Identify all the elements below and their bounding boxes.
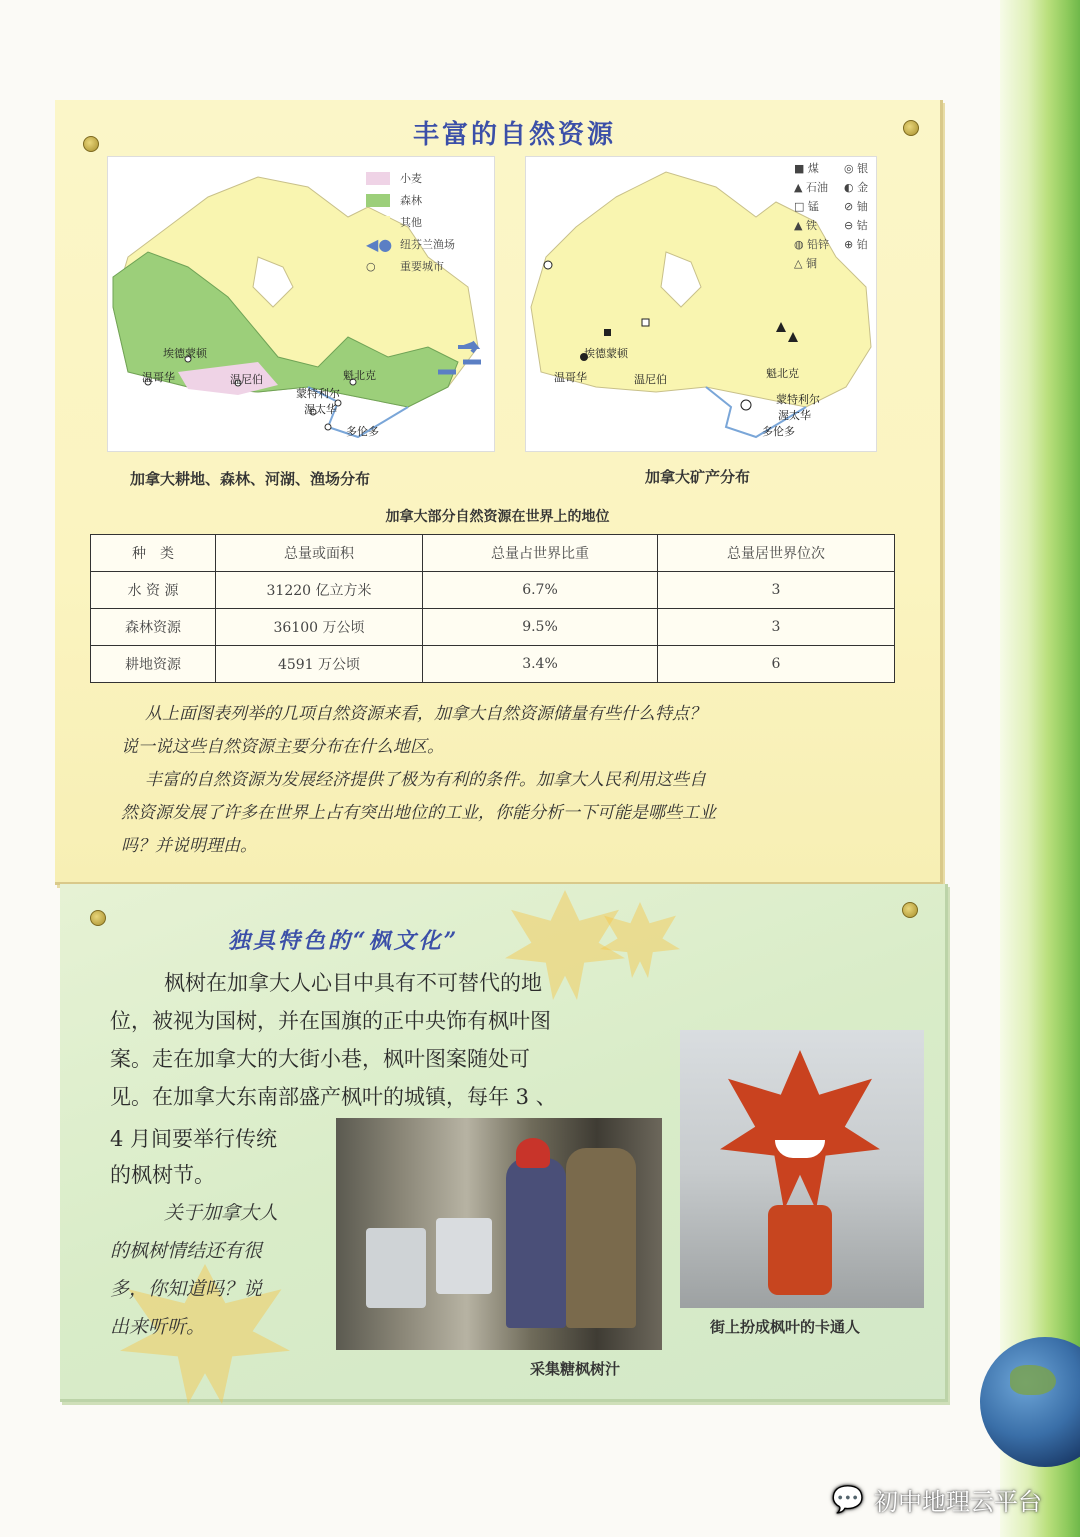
page-edge-decoration [1000,0,1080,1537]
section-title: 独具特色的“枫文化” [228,928,460,954]
pin-icon [902,902,918,918]
table-row [91,572,895,609]
map-caption: 加拿大耕地、森林、河湖、渔场分布 [130,470,371,488]
table-cell: 3.4% [423,646,658,683]
body-text-line: 4 月间要举行传统 [110,1127,278,1151]
iron-legend-item: ▲ 铁 [794,219,817,232]
city-label: 魁北克 [343,369,376,382]
table-header-row [91,535,895,572]
coal-legend-item: ■ 煤 [794,162,819,175]
legend-label: 森林 [400,194,422,207]
child-figure [506,1158,566,1328]
table-cell: 6 [658,646,895,683]
city-label: 埃德蒙顿 [163,347,207,360]
maple-leaf-costume [720,1050,880,1210]
body-text-line: 枫树在加拿大人心目中具有不可替代的地 [164,971,542,995]
table-header: 总量或面积 [216,535,423,572]
question-paragraph: 从上面图表列举的几项自然资源来看，加拿大自然资源储量有些什么特点？ [145,704,706,724]
mascot-legs [768,1205,832,1295]
resources-table [90,534,895,683]
table-cell: 耕地资源 [91,646,216,683]
table-header: 种 类 [91,535,216,572]
table-row [91,609,895,646]
wheat-swatch [366,172,390,185]
legend-label: 纽芬兰渔场 [400,238,455,251]
pin-icon [903,120,919,136]
silver-legend-item: ◎ 银 [844,162,869,175]
other-swatch [366,216,390,229]
city-label: 温尼伯 [230,373,263,386]
table-cell: 31220 亿立方米 [216,572,423,609]
question-line: 的枫树情结还有很 [110,1240,263,1262]
legend-label: 重要城市 [400,260,444,273]
body-text-line: 位，被视为国树，并在国旗的正中央饰有枫叶图 [110,1009,551,1033]
question-paragraph: 丰富的自然资源为发展经济提供了极为有利的条件。加拿大人民利用这些自 [145,770,706,790]
legend-label: 小麦 [400,172,422,185]
table-cell: 4591 万公顷 [216,646,423,683]
map-caption: 加拿大矿产分布 [645,468,751,486]
natural-resources-panel [55,100,943,885]
city-label: 温哥华 [142,371,175,384]
table-cell: 3 [658,572,895,609]
city-label: 多伦多 [346,425,379,438]
gold-legend-item: ◐ 金 [844,181,869,194]
oil-legend-item: ▲ 石油 [794,181,828,194]
photo-caption: 街上扮成枫叶的卡通人 [710,1318,861,1336]
legend-label: 其他 [400,216,422,229]
manganese-legend-item: □ 锰 [794,200,819,213]
body-text-line: 案。走在加拿大的大街小巷，枫叶图案随处可 [110,1047,530,1071]
question-paragraph: 说一说这些自然资源主要分布在什么地区。 [121,737,444,757]
question-line: 关于加拿大人 [164,1202,279,1224]
table-cell: 6.7% [423,572,658,609]
pin-icon [90,910,106,926]
table-cell: 3 [658,609,895,646]
fish-icon: ◀● [366,234,393,254]
city-label: 渥太华 [778,409,811,422]
red-hat [516,1138,550,1168]
lead-zinc-legend-item: ◍ 铅锌 [794,238,830,251]
city-label: 渥太华 [304,403,337,416]
table-cell: 9.5% [423,609,658,646]
platinum-legend-item: ⊕ 铂 [844,238,868,251]
section-title: 丰富的自然资源 [413,120,617,150]
table-row [91,646,895,683]
table-header: 总量占世界比重 [423,535,658,572]
city-label: 多伦多 [762,425,795,438]
sap-collecting-photo [336,1118,662,1350]
question-line: 多，你知道吗？说 [110,1278,263,1300]
table-cell: 36100 万公顷 [216,609,423,646]
sap-bucket [366,1228,426,1308]
watermark [832,1482,1042,1517]
watermark-text: 初中地理云平台 [874,1488,1042,1516]
copper-legend-item: △ 铜 [794,257,817,270]
cobalt-legend-item: ⊖ 钴 [844,219,868,232]
city-label: 魁北克 [766,367,799,380]
table-cell: 水 资 源 [91,572,216,609]
globe-decoration [980,1337,1080,1467]
wechat-icon: 💬 [831,1484,864,1515]
body-text-line: 见。在加拿大东南部盛产枫叶的城镇，每年 3 、 [110,1085,557,1109]
mineral-legend-right [844,159,868,254]
map-legend [366,167,455,277]
mineral-legend-left [794,159,829,273]
sap-bucket [436,1218,492,1294]
city-label: 蒙特利尔 [296,387,340,400]
pin-icon [83,136,99,152]
question-line: 出来听听。 [110,1316,206,1338]
body-text-line: 的枫树节。 [110,1163,215,1187]
table-title: 加拿大部分自然资源在世界上的地位 [385,509,610,525]
uranium-legend-item: ⊘ 铀 [844,200,868,213]
table-cell: 森林资源 [91,609,216,646]
minerals-map [525,156,877,452]
city-label: 温哥华 [554,371,587,384]
city-label: 温尼伯 [634,373,667,386]
forest-swatch [366,194,390,207]
adult-figure [566,1148,636,1328]
table-header: 总量居世界位次 [658,535,895,572]
city-label: 埃德蒙顿 [584,347,628,360]
maple-culture-panel [60,884,948,1402]
photo-caption: 采集糖枫树汁 [530,1360,621,1378]
maple-mascot-photo [680,1030,924,1308]
question-paragraph: 然资源发展了许多在世界上占有突出地位的工业，你能分析一下可能是哪些工业 [121,803,716,823]
question-paragraph: 吗？并说明理由。 [121,836,257,856]
city-marker-icon: ○ [366,259,376,273]
farmland-forest-map [107,156,495,452]
city-label: 蒙特利尔 [776,393,820,406]
